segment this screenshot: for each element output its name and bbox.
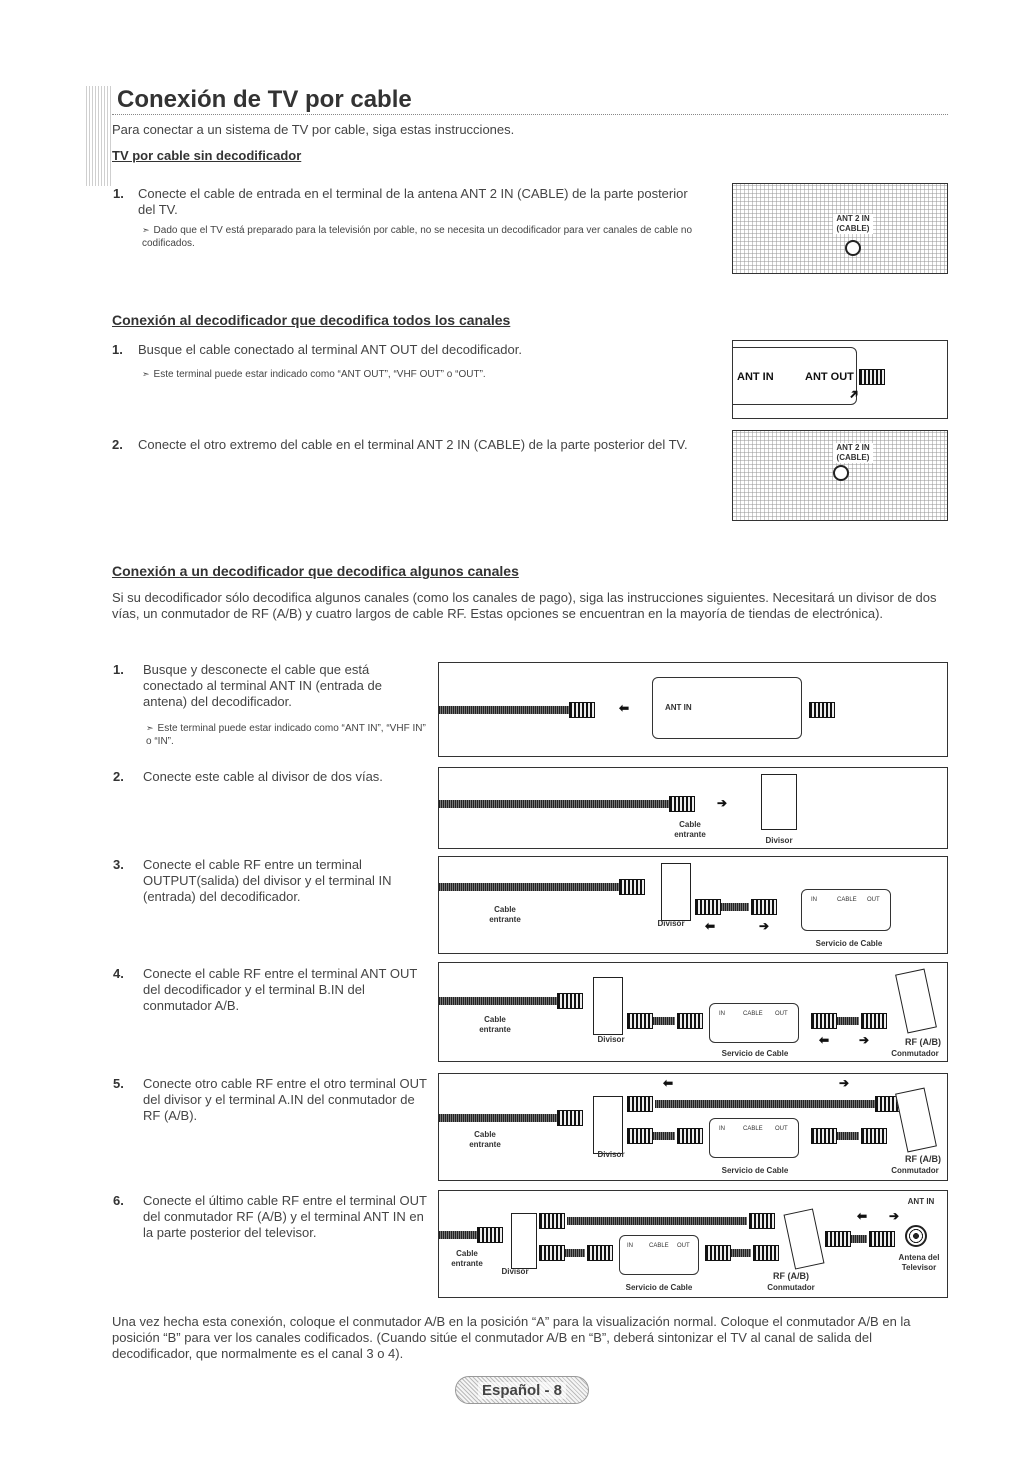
connector-plug-icon <box>809 702 835 718</box>
divisor-label: Divisor <box>597 1150 625 1159</box>
rf-switch-box <box>895 969 937 1034</box>
arrow-left-icon: ⬅ <box>819 1033 830 1047</box>
cable-line <box>851 1235 867 1243</box>
conmutador-label: Conmutador <box>767 1283 815 1292</box>
page-number-badge <box>455 1376 589 1404</box>
section2-step2-text: Conecte el otro extremo del cable en el terminal ANT 2 IN (CABLE) de la parte posterior del TV. <box>138 437 688 452</box>
intro-text: Para conectar a un sistema de TV por cable, siga estas instrucciones. <box>112 122 515 137</box>
servicio-label: Servicio de Cable <box>721 1166 789 1175</box>
connector-plug-icon <box>811 1128 837 1144</box>
connector-plug-icon <box>811 1013 837 1029</box>
connector-plug-icon <box>695 899 721 915</box>
cable-line <box>439 997 557 1005</box>
ant-in-label: ANT IN <box>665 703 692 712</box>
box-cable-label: CABLE <box>649 1243 669 1249</box>
arrow-right-icon: ➔ <box>717 796 728 810</box>
section3-heading: Conexión a un decodificador que decodifica algunos canales <box>112 563 519 579</box>
section1-heading: TV por cable sin decodificador <box>112 148 302 163</box>
s3-step3-figure <box>438 856 948 954</box>
cable-line <box>731 1249 751 1257</box>
connector-plug-icon <box>825 1231 851 1247</box>
cable-line <box>837 1017 859 1025</box>
antena-tv-label: Antena del Televisor <box>898 1253 940 1272</box>
divisor-label: Divisor <box>765 836 793 845</box>
connector-plug-icon <box>677 1013 703 1029</box>
page-title: Conexión de TV por cable <box>117 86 412 113</box>
arrow-left-icon: ⬅ <box>619 701 630 715</box>
connector-plug-icon <box>627 1013 653 1029</box>
box-in-label: IN <box>627 1243 633 1249</box>
s3-step3-text: Conecte el cable RF entre un terminal OUTPUT(salida) del divisor y el terminal IN (entrada) del decodificador. <box>143 857 392 904</box>
s3-step2-text: Conecte este cable al divisor de dos vías. <box>143 769 383 784</box>
cable-entrante-label: Cable entrante <box>451 1249 483 1268</box>
cable-line <box>439 1114 557 1122</box>
box-cable-label: CABLE <box>743 1011 763 1017</box>
divisor-label: Divisor <box>501 1267 529 1276</box>
connector-plug-icon <box>477 1227 503 1243</box>
connector-plug-icon <box>751 899 777 915</box>
box-cable-label: CABLE <box>743 1126 763 1132</box>
connector-plug-icon <box>749 1213 775 1229</box>
connector-plug-icon <box>753 1245 779 1261</box>
connector-plug-icon <box>557 1110 583 1126</box>
s3-step1-figure <box>438 662 948 757</box>
section1-fig-label: ANT 2 IN (CABLE) <box>833 214 873 234</box>
cable-line <box>721 903 749 911</box>
section3-intro: Si su decodificador sólo decodifica algunos canales (como los canales de pago), siga las instrucciones siguientes. Necesitará un divisor de dos vías, un conmutador de RF (A/B) y cuatro largos de cable RF. Estas opciones se encuentran en la mayoría de tiendas de electrónica). <box>112 590 937 621</box>
cable-entrante-label: Cable entrante <box>479 1015 511 1034</box>
section2-step1-text: Busque el cable conectado al terminal ANT OUT del decodificador. <box>138 342 522 357</box>
servicio-label: Servicio de Cable <box>625 1283 693 1292</box>
connector-plug-icon <box>627 1096 653 1112</box>
s3-step4-number: 4. <box>113 966 124 981</box>
s3-step3-number: 3. <box>113 857 124 872</box>
s3-step1-text: Busque y desconecte el cable que está conectado al terminal ANT IN (entrada de antena) del decodificador. <box>143 662 382 709</box>
connector-plug-icon <box>859 369 885 385</box>
connector-plug-icon <box>627 1128 653 1144</box>
title-bar-decoration <box>84 86 112 186</box>
s3-step4-text: Conecte el cable RF entre el terminal ANT OUT del decodificador y el terminal B.IN del conmutador A/B. <box>143 966 418 1013</box>
connector-plug-icon <box>619 879 645 895</box>
antenna-jack-icon <box>905 1225 927 1247</box>
fig-ant-in-label: ANT IN <box>737 371 774 383</box>
section1-step1-note: ➣ Dado que el TV está preparado para la televisión por cable, no se necesita un decodificador para ver canales de cable no codificados. <box>142 224 702 250</box>
box-out-label: OUT <box>775 1011 788 1017</box>
box-out-label: OUT <box>775 1126 788 1132</box>
conmutador-label: Conmutador <box>891 1049 939 1058</box>
s3-step6-figure <box>438 1190 948 1298</box>
cable-entrante-label: Cable entrante <box>469 1130 501 1149</box>
connector-plug-icon <box>869 1231 895 1247</box>
section1-step1-number: 1. <box>113 186 124 201</box>
box-in-label: IN <box>811 897 817 903</box>
rf-switch-box <box>895 1088 937 1153</box>
connector-plug-icon <box>677 1128 703 1144</box>
connector-plug-icon <box>569 702 595 718</box>
arrow-left-icon: ⬅ <box>705 919 716 933</box>
connector-circle-icon <box>833 465 849 481</box>
cable-line <box>653 1132 675 1140</box>
arrow-left-icon: ⬅ <box>857 1209 868 1223</box>
divisor-label: Divisor <box>657 919 685 928</box>
s3-step1-number: 1. <box>113 662 124 677</box>
cable-entrante-label: Cable entrante <box>674 820 706 839</box>
cable-line <box>439 1231 477 1239</box>
arrow-icon: ➔ <box>845 385 863 403</box>
s3-step6-number: 6. <box>113 1193 124 1208</box>
section2-tv-figure <box>732 430 948 521</box>
section2-fig-label: ANT 2 IN (CABLE) <box>833 443 873 463</box>
arrow-right-icon: ➔ <box>759 919 770 933</box>
page-number-label: Español - 8 <box>478 1382 566 1399</box>
arrow-right-icon: ➔ <box>889 1209 900 1223</box>
cable-line <box>655 1100 875 1108</box>
connector-plug-icon <box>539 1245 565 1261</box>
s3-step5-text: Conecte otro cable RF entre el otro terminal OUT del divisor y el terminal A.IN del conmutador de RF (A/B). <box>143 1076 427 1123</box>
title-rule <box>112 114 948 115</box>
box-out-label: OUT <box>867 897 880 903</box>
connector-plug-icon <box>539 1213 565 1229</box>
cable-line <box>439 706 569 714</box>
rf-ab-label: RF (A/B) <box>905 1037 941 1047</box>
rf-ab-label: RF (A/B) <box>905 1154 941 1164</box>
arrow-right-icon: ➔ <box>839 1076 850 1090</box>
conmutador-label: Conmutador <box>891 1166 939 1175</box>
connector-plug-icon <box>669 796 695 812</box>
divisor-box <box>593 1096 623 1154</box>
s3-step6-text: Conecte el último cable RF entre el terminal OUT del conmutador RF (A/B) y el terminal ANT IN en la parte posterior del televisor. <box>143 1193 427 1240</box>
section2-step1-number: 1. <box>112 342 123 357</box>
arrow-left-icon: ⬅ <box>663 1076 674 1090</box>
connector-plug-icon <box>861 1013 887 1029</box>
box-in-label: IN <box>719 1011 725 1017</box>
cable-line <box>653 1017 675 1025</box>
connector-plug-icon <box>587 1245 613 1261</box>
s3-step5-figure <box>438 1073 948 1181</box>
s3-step5-number: 5. <box>113 1076 124 1091</box>
divisor-label: Divisor <box>597 1035 625 1044</box>
divisor-box <box>511 1213 537 1269</box>
section2-heading: Conexión al decodificador que decodifica todos los canales <box>112 312 511 328</box>
s3-step4-figure <box>438 962 948 1062</box>
section1-step1-text: Conecte el cable de entrada en el terminal de la antena ANT 2 IN (CABLE) de la parte posterior del TV. <box>138 186 688 217</box>
fig-ant-out-label: ANT OUT <box>805 371 854 383</box>
section2-step2-number: 2. <box>112 437 123 452</box>
arrow-right-icon: ➔ <box>859 1033 870 1047</box>
box-cable-label: CABLE <box>837 897 857 903</box>
connector-plug-icon <box>705 1245 731 1261</box>
servicio-label: Servicio de Cable <box>721 1049 789 1058</box>
s3-step2-figure <box>438 767 948 849</box>
s3-step2-number: 2. <box>113 769 124 784</box>
divisor-box <box>661 863 691 921</box>
section2-decoder-figure <box>732 340 948 419</box>
cable-line <box>837 1132 859 1140</box>
box-in-label: IN <box>719 1126 725 1132</box>
ant-in-label: ANT IN <box>907 1197 935 1206</box>
divisor-box <box>593 977 623 1035</box>
connector-plug-icon <box>557 993 583 1009</box>
rf-ab-label: RF (A/B) <box>773 1271 809 1281</box>
section2-step1-note: ➣ Este terminal puede estar indicado como “ANT OUT”, “VHF OUT” o “OUT”. <box>142 368 486 381</box>
section1-tv-figure <box>732 183 948 274</box>
rf-switch-box <box>784 1208 825 1269</box>
connector-circle-icon <box>845 240 861 256</box>
connector-plug-icon <box>861 1128 887 1144</box>
cable-entrante-label: Cable entrante <box>489 905 521 924</box>
cable-line <box>439 800 669 808</box>
box-out-label: OUT <box>677 1243 690 1249</box>
footer-note: Una vez hecha esta conexión, coloque el conmutador A/B en la posición “A” para la visualización normal. Coloque el conmutador A/B en la posición “B” para ver los canales codificados. (Cuando sitúe el conmutador A/B en “B”, deberá sintonizar el TV al canal de salida del decodificador, que normalmente es el canal 3 o 4). <box>112 1314 911 1361</box>
servicio-label: Servicio de Cable <box>815 939 883 948</box>
cable-line <box>565 1249 585 1257</box>
cable-line <box>567 1217 747 1225</box>
cable-line <box>439 883 619 891</box>
s3-step1-note: ➣ Este terminal puede estar indicado como “ANT IN”, “VHF IN” o “IN”. <box>146 722 428 748</box>
divisor-box <box>761 774 797 830</box>
